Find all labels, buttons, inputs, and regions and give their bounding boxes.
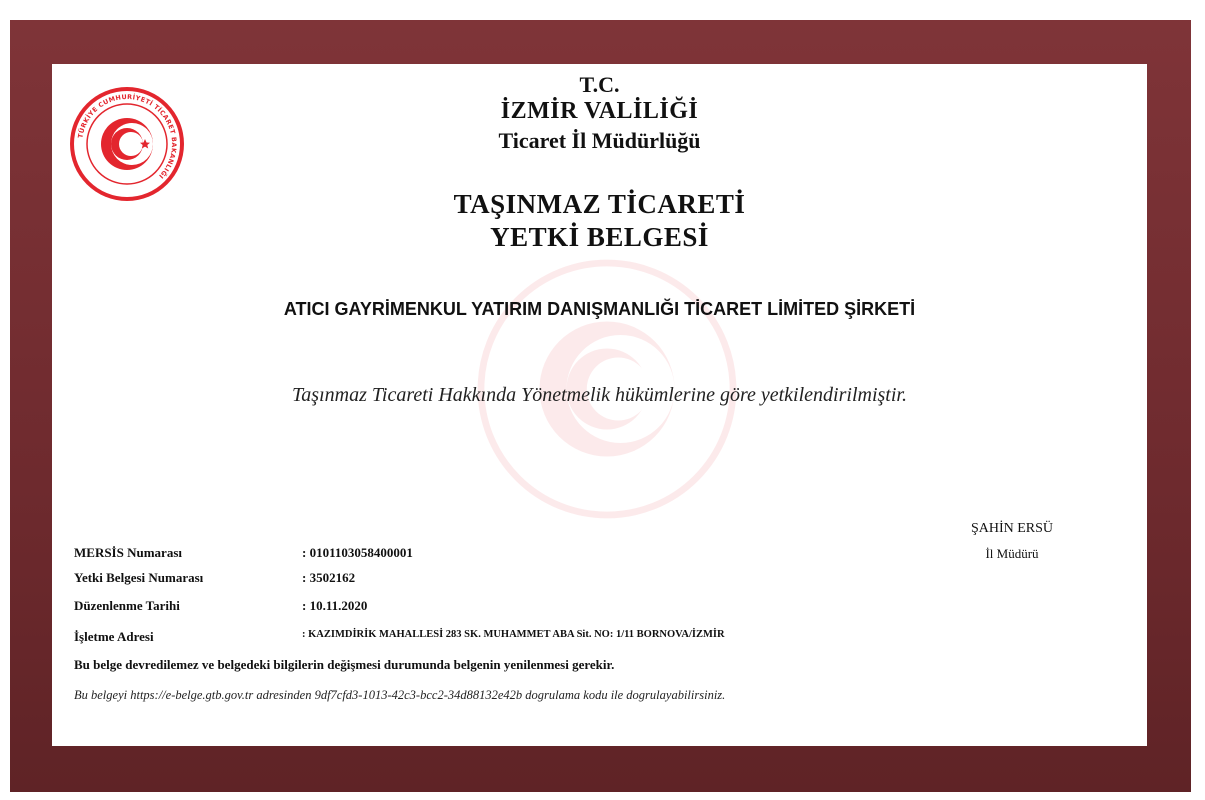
signatory-name: ŞAHİN ERSÜ [970,521,1054,536]
document-title-line1: TAŞINMAZ TİCARETİ [453,189,746,219]
authorization-statement: Taşınmaz Ticareti Hakkında Yönetmelik hükümlerine göre yetkilendirilmiştir. [292,384,907,406]
certificate-paper [52,64,1147,746]
adres-label: İşletme Adresi [74,629,154,644]
yetki-label: Yetki Belgesi Numarası [74,570,204,585]
mersis-value: : 0101103058400001 [302,545,413,560]
svg-text:TÜRKİYE CUMHURİYETİ TİCARET BA: TÜRKİYE CUMHURİYETİ TİCARET BAKANLIĞI [76,92,179,181]
yetki-value: : 3502162 [302,570,356,585]
header-mudurluk: Ticaret İl Müdürlüğü [498,128,701,153]
document-title-line2: YETKİ BELGESİ [490,222,709,252]
signatory-title: İl Müdürü [985,546,1039,561]
company-name: ATICI GAYRİMENKUL YATIRIM DANIŞMANLIĞI TİCARET LİMİTED ŞİRKETİ [283,299,916,319]
verification-text: Bu belgeyi https://e-belge.gtb.gov.tr adresinden 9df7cfd3-1013-42c3-bcc2-34d88132e42b dogrulama kodu ile dogrulayabilirsiniz. [74,688,726,702]
header-valilik: İZMİR VALİLİĞİ [500,98,699,124]
tarih-label: Düzenlenme Tarihi [74,598,180,613]
header-tc: T.C. [579,72,620,97]
transfer-note: Bu belge devredilemez ve belgedeki bilgilerin değişmesi durumunda belgenin yenilenmesi gerekir. [74,657,615,672]
tarih-value: : 10.11.2020 [302,598,368,613]
mersis-label: MERSİS Numarası [74,545,182,560]
adres-value: : KAZIMDİRİK MAHALLESİ 283 SK. MUHAMMET ABA Sit. NO: 1/11 BORNOVA/İZMİR [302,629,725,640]
